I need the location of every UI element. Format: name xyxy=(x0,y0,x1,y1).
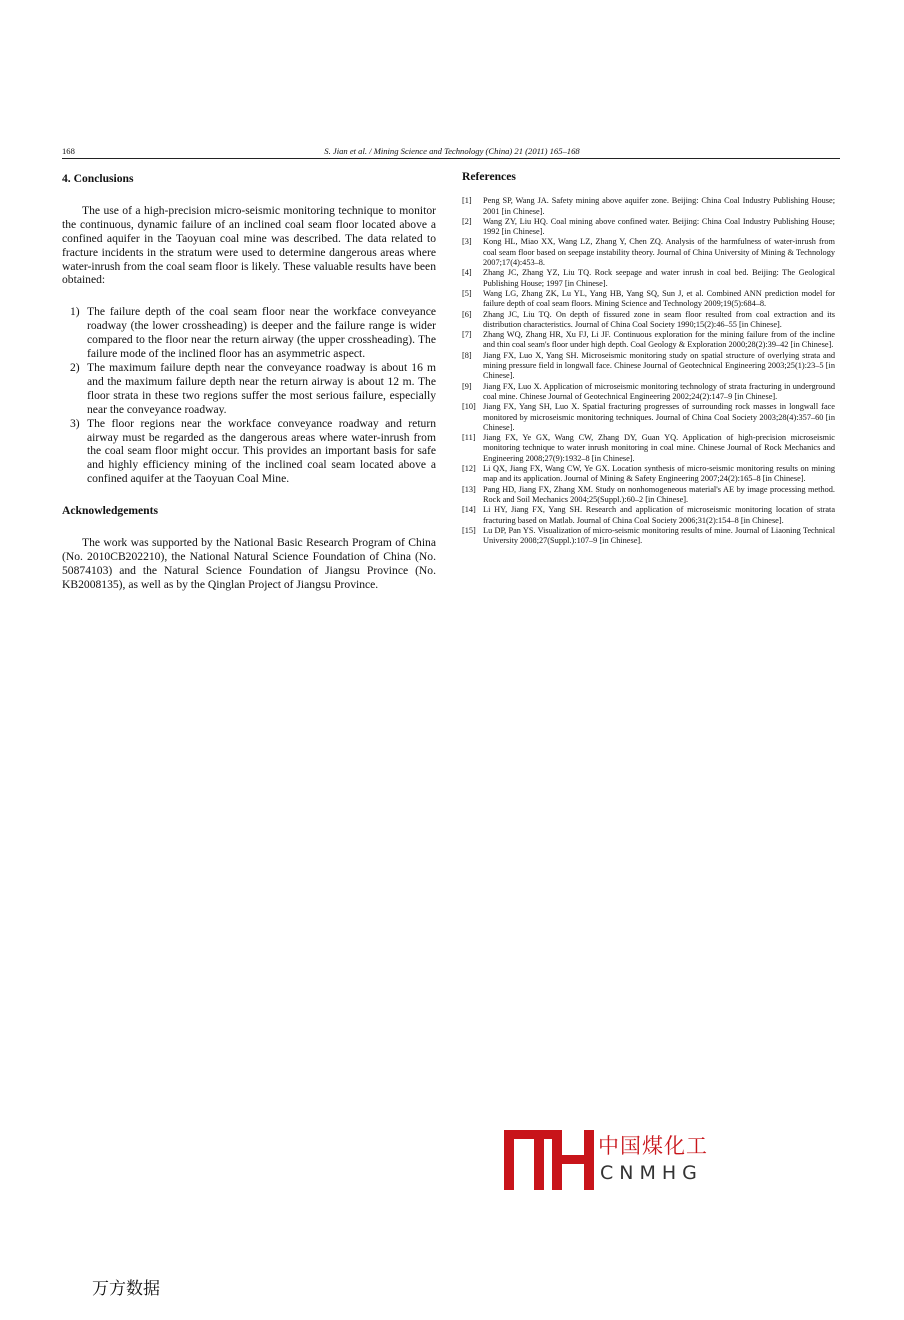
reference-item xyxy=(462,402,835,433)
reference-item xyxy=(462,196,835,217)
references-heading: References xyxy=(462,170,516,183)
reference-text: Jiang FX, Luo X, Yang SH. Microseismic monitoring study on spatial structure of overlying strata and mining pressure field in longwall face. Chinese Journal of Geotechnical Engineering 2003;25(1):23–5 [in Chinese]. xyxy=(483,350,835,381)
reference-number: [5] xyxy=(462,288,472,298)
conclusions-list xyxy=(62,305,436,486)
reference-item xyxy=(462,505,835,526)
reference-text: Zhang WQ, Zhang HR, Xu FJ, Li JF. Continuous exploration for the mining failure from of the incline and thin coal seam's floor under high depth. Coal Geology & Exploration 2000;28(2):39–42 [in Chinese]. xyxy=(483,330,835,350)
reference-item xyxy=(462,268,835,289)
reference-item xyxy=(462,351,835,382)
page-number: 168 xyxy=(62,146,75,156)
reference-item xyxy=(462,382,835,403)
reference-text: Jiang FX, Luo X. Application of microseismic monitoring technology of strata fracturing in underground coal mine. Chinese Journal of Geotechnical Engineering 2002;24(2):147–9 [in Chinese]. xyxy=(483,381,835,401)
reference-number: [7] xyxy=(462,330,472,340)
reference-item xyxy=(462,464,835,485)
reference-item xyxy=(462,237,835,268)
reference-number: [9] xyxy=(462,381,472,391)
reference-text: Jiang FX, Ye GX, Wang CW, Zhang DY, Guan YQ. Application of high-precision microseismic monitoring technique to water inrush monitoring in coal mine. Chinese Journal of Rock Mechanics and Engineering 2008;27(9):1932–8 [in Chinese]. xyxy=(483,433,835,463)
right-column xyxy=(462,172,835,546)
conclusion-number: 3) xyxy=(70,416,80,430)
reference-number: [11] xyxy=(462,433,476,443)
reference-text: Peng SP, Wang JA. Safety mining above aquifer zone. Beijing: China Coal Industry Publishing House; 2001 [in Chinese]. xyxy=(483,196,835,216)
conclusion-text: The failure depth of the coal seam floor near the workface conveyance roadway (the lower crossheading) is deeper and the failure range is wider compared to the floor near the return airway (the upper crossheading). The failure mode of the inclined floor has an asymmetric aspect. xyxy=(87,305,436,361)
reference-text: Wang ZY, Liu HQ. Coal mining above confined water. Beijing: China Coal Industry Publishing House; 1992 [in Chinese]. xyxy=(483,216,835,237)
reference-text: Lu DP, Pan YS. Visualization of micro-seismic monitoring results of mine. Journal of Liaoning Technical University 2008;27(Suppl.):107–9 [in Chinese]. xyxy=(483,525,835,546)
reference-item xyxy=(462,289,835,310)
running-title: S. Jian et al. / Mining Science and Technology (China) 21 (2011) 165–168 xyxy=(324,146,580,156)
reference-text: Kong HL, Miao XX, Wang LZ, Zhang Y, Chen ZQ. Analysis of the harmfulness of water-inrush from coal seam floor based on seepage instability theory. Journal of China University of Mining & Technology 2007;17(4):453–8. xyxy=(483,237,835,268)
reference-item xyxy=(462,433,835,464)
conclusion-item xyxy=(62,361,436,417)
reference-number: [6] xyxy=(462,309,472,319)
reference-number: [15] xyxy=(462,525,476,535)
reference-text: Wang LG, Zhang ZK, Lu YL, Yang HB, Yang SQ, Sun J, et al. Combined ANN prediction model for failure depth of coal seam floors. Mining Science and Technology 2009;19(5):684–8. xyxy=(483,288,835,309)
header-rule xyxy=(62,158,840,159)
conclusion-number: 1) xyxy=(70,305,80,319)
watermark-text: 万方数据 xyxy=(92,1279,160,1299)
logo-english-text: CNMHG xyxy=(600,1162,703,1184)
reference-item xyxy=(462,217,835,238)
reference-text: Jiang FX, Yang SH, Luo X. Spatial fracturing progresses of surrounding rock masses in longwall face monitored by microseismic monitoring techniques. Journal of China Coal Society 2003;28(4):357–60 [in Chinese]. xyxy=(483,402,835,432)
acknowledgements-text: The work was supported by the National Basic Research Program of China (No. 2010CB202210), the National Natural Science Foundation of China (No. 50874103) and the Natural Science Foundation of Jiangsu Province (No. KB2008135), as well as by the Qinglan Project of Jiangsu Province. xyxy=(62,536,436,591)
reference-number: [12] xyxy=(462,464,476,474)
reference-number: [10] xyxy=(462,402,476,412)
reference-text: Li QX, Jiang FX, Wang CW, Ye GX. Location synthesis of micro-seismic monitoring results on mining map and its application. Journal of Mining & Safety Engineering 2007;24(2):165–8 [in Chinese]. xyxy=(483,464,835,484)
references-list xyxy=(462,196,835,546)
reference-item xyxy=(462,330,835,351)
reference-number: [3] xyxy=(462,237,472,247)
reference-item xyxy=(462,485,835,506)
conclusion-text: The floor regions near the workface conveyance roadway and return airway must be regarded as the dangerous areas where water-inrush from the coal seam floor might occur. This provides an important basis for safe and highly efficiency mining of the inclined coal seam located above a confined aquifer at the Taoyuan Coal Mine. xyxy=(87,416,436,486)
conclusion-item xyxy=(62,417,436,487)
conclusions-heading: 4. Conclusions xyxy=(62,172,134,185)
left-column xyxy=(62,172,436,592)
conclusion-number: 2) xyxy=(70,360,80,374)
conclusions-intro: The use of a high-precision micro-seismic monitoring technique to monitor the continuous, dynamic failure of an inclined coal seam floor located above a confined aquifer in the Taoyuan coal mine was described. The data related to fracture incidents in the stratum were used to determine dangerous areas where water-inrush from the coal seam floor is likely. These valuable results have been obtained: xyxy=(62,203,436,287)
reference-item xyxy=(462,526,835,547)
reference-text: Zhang JC, Liu TQ. On depth of fissured zone in seam floor resulted from coal extraction and its distribution characteristics. Journal of China Coal Society 1990;15(2):46–55 [in Chinese]. xyxy=(483,309,835,329)
reference-text: Pang HD, Jiang FX, Zhang XM. Study on nonhomogeneous material's AE by image processing method. Rock and Soil Mechanics 2004;25(Suppl.):60–2 [in Chinese]. xyxy=(483,484,835,504)
reference-number: [1] xyxy=(462,196,472,206)
reference-number: [2] xyxy=(462,216,472,226)
reference-text: Li HY, Jiang FX, Yang SH. Research and application of microseismic monitoring location of strata fracturing based on Matlab. Journal of China Coal Society 2006;31(2):154–8 [in Chinese]. xyxy=(483,505,835,525)
reference-number: [4] xyxy=(462,268,472,278)
conclusion-text: The maximum failure depth near the conveyance roadway is about 16 m and the maximum failure depth near the return airway is about 12 m. The floor strata in these two regions suffer the most serious failure, especially near the conveyance roadway. xyxy=(87,360,436,416)
conclusion-item xyxy=(62,305,436,361)
logo-chinese-text: 中国煤化工 xyxy=(598,1134,708,1158)
reference-text: Zhang JC, Zhang YZ, Liu TQ. Rock seepage and water inrush in coal bed. Beijing: The Geological Publishing House; 1997 [in Chinese]. xyxy=(483,268,835,288)
acknowledgements-heading: Acknowledgements xyxy=(62,504,158,518)
reference-item xyxy=(462,310,835,331)
reference-number: [14] xyxy=(462,505,476,515)
reference-number: [13] xyxy=(462,484,476,494)
reference-number: [8] xyxy=(462,350,472,360)
